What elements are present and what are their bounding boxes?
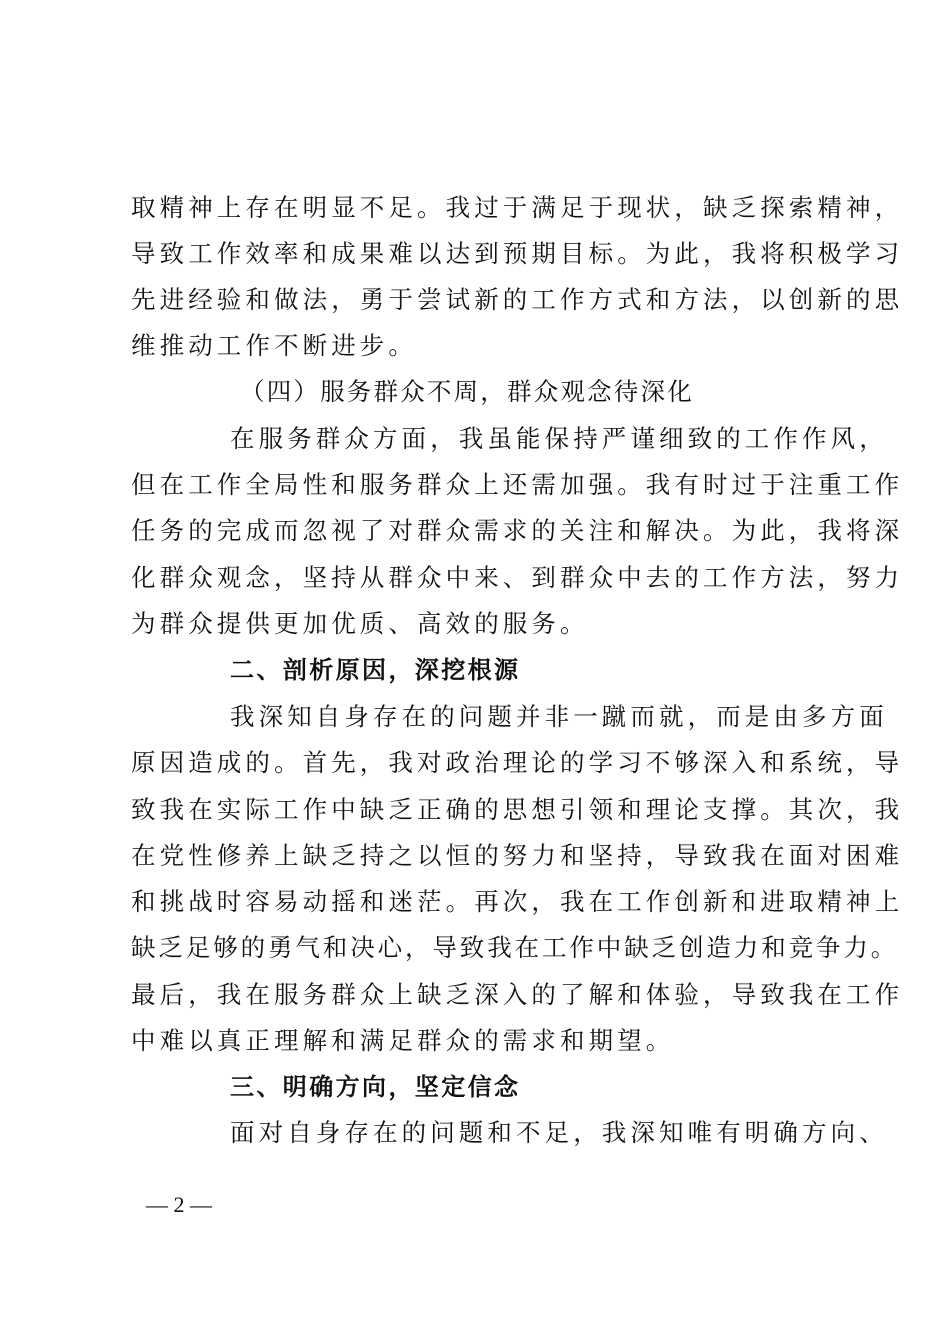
paragraph-line: 先进经验和做法，勇于尝试新的工作方式和方法，以创新的思	[131, 285, 904, 314]
paragraph-line: 但在工作全局性和服务群众上还需加强。我有时过于注重工作	[131, 470, 904, 499]
paragraph-line: 任务的完成而忽视了对群众需求的关注和解决。为此，我将深	[131, 516, 904, 545]
paragraph-line: 最后，我在服务群众上缺乏深入的了解和体验，导致我在工作	[131, 980, 904, 1009]
paragraph-line: 化群众观念，坚持从群众中来、到群众中去的工作方法，努力	[131, 563, 904, 592]
paragraph-line: 原因造成的。首先，我对政治理论的学习不够深入和系统，导	[131, 748, 904, 777]
paragraph-line: 导致工作效率和成果难以达到预期目标。为此，我将积极学习	[131, 239, 904, 268]
paragraph-line: 和挑战时容易动摇和迷茫。再次，我在工作创新和进取精神上	[131, 887, 904, 916]
paragraph-line: 缺乏足够的勇气和决心，导致我在工作中缺乏创造力和竞争力。	[131, 933, 899, 962]
paragraph-line: 在党性修养上缺乏持之以恒的努力和坚持，导致我在面对困难	[131, 841, 904, 870]
paragraph-line: 致我在实际工作中缺乏正确的思想引领和理论支撑。其次，我	[131, 795, 904, 824]
paragraph-line: 中难以真正理解和满足群众的需求和期望。	[131, 1026, 675, 1055]
page-number: — 2 —	[146, 1192, 212, 1217]
subsection-heading: （四）服务群众不周，群众观念待深化	[240, 377, 694, 406]
paragraph-line: 我深知自身存在的问题并非一蹴而就，而是由多方面	[230, 702, 888, 731]
section-heading: 三、明确方向，坚定信念	[230, 1073, 521, 1101]
paragraph-line: 为群众提供更加优质、高效的服务。	[131, 609, 589, 638]
paragraph-line: 取精神上存在明显不足。我过于满足于现状，缺乏探索精神，	[131, 193, 904, 222]
paragraph-line: 在服务群众方面，我虽能保持严谨细致的工作作风，	[230, 424, 888, 453]
paragraph-line: 面对自身存在的问题和不足，我深知唯有明确方向、	[230, 1118, 888, 1147]
paragraph-line: 维推动工作不断进步。	[131, 331, 417, 360]
section-heading: 二、剖析原因，深挖根源	[230, 656, 521, 684]
